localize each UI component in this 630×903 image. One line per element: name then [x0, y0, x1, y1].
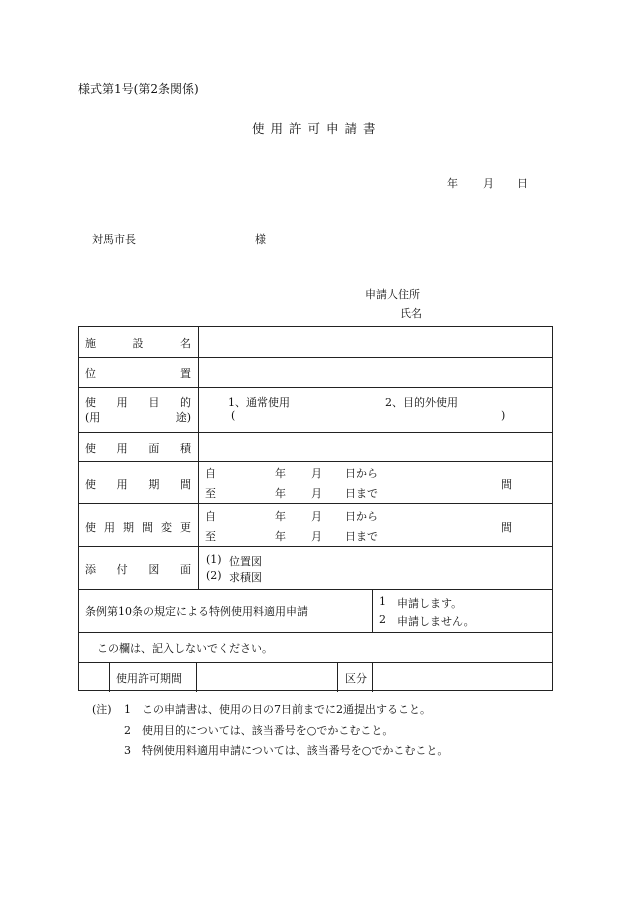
- date-year-label: 年: [447, 177, 458, 190]
- office-use-note: この欄は、記入しないでください。: [97, 642, 273, 655]
- label-char: 間: [142, 521, 153, 534]
- change-from-year: 年: [275, 510, 286, 523]
- label-char: 位: [85, 367, 96, 380]
- notes-lead: (注): [92, 703, 112, 716]
- special-fee-divider: [372, 589, 373, 632]
- office-row-divider: [337, 662, 338, 692]
- purpose-label: [85, 394, 191, 410]
- facility-name-field[interactable]: [201, 329, 549, 355]
- special-fee-not-apply[interactable]: 申請しません。: [397, 615, 475, 628]
- attachment-location-map: 位置図: [229, 555, 262, 568]
- row-divider: [79, 546, 552, 547]
- label-char: 付: [116, 563, 128, 576]
- period-change-label: [85, 519, 191, 535]
- label-char: 面: [179, 563, 191, 576]
- facility-name-label: [85, 335, 191, 351]
- label-char: 名: [180, 337, 191, 350]
- label-char: 図: [148, 563, 160, 576]
- change-to-year: 年: [275, 530, 286, 543]
- purpose-paren-open: (: [231, 409, 236, 422]
- purpose-option-regular[interactable]: 1、通常使用: [228, 396, 290, 409]
- notes-indent: [92, 741, 124, 762]
- attachment-num-2: (2): [206, 569, 222, 582]
- permit-period-label: 使用許可期間: [116, 672, 182, 685]
- label-char: 期: [148, 478, 160, 491]
- change-from-month: 月: [311, 510, 322, 523]
- row-divider: [79, 589, 552, 590]
- note-text: 使用目的については、該当番号を○でかこむこと。: [142, 723, 394, 737]
- period-to-day: 日まで: [345, 487, 378, 500]
- row-divider: [79, 632, 552, 633]
- label-char: 期: [123, 521, 134, 534]
- row-divider: [79, 357, 552, 358]
- note-text: 特例使用料適用申請については、該当番号を○でかこむこと。: [142, 744, 449, 757]
- label-char: 目: [148, 396, 160, 409]
- note-number: 3: [124, 744, 131, 757]
- special-fee-opt2-num: 2: [379, 613, 386, 626]
- notes-indent: [92, 721, 124, 742]
- honorific: 様: [255, 233, 266, 246]
- label-char: 用: [116, 442, 128, 455]
- row-divider: [79, 461, 552, 462]
- area-field[interactable]: [201, 434, 549, 459]
- row-divider: [79, 662, 552, 663]
- label-paren-open: (用: [85, 411, 101, 424]
- document-title: 使用許可申請書: [252, 121, 382, 136]
- area-label: [85, 440, 191, 456]
- application-form-table: [78, 326, 553, 691]
- change-to-month: 月: [311, 530, 322, 543]
- special-fee-label: 条例第10条の規定による特例使用料適用申請: [85, 605, 308, 618]
- category-label: 区分: [345, 672, 367, 685]
- label-column-divider: [198, 327, 199, 589]
- label-char: 面: [148, 442, 160, 455]
- note-text: この申請書は、使用の日の7日前までに2通提出すること。: [142, 703, 431, 716]
- row-divider: [79, 503, 552, 504]
- note-number: 1: [124, 703, 131, 716]
- period-from-label: 自: [205, 467, 216, 480]
- special-fee-opt1-num: 1: [379, 595, 386, 608]
- note-row: [92, 721, 448, 742]
- label-char: 用: [116, 478, 128, 491]
- label-char: 用: [116, 396, 128, 409]
- label-char: 積: [179, 442, 191, 455]
- date-month-label: 月: [483, 177, 494, 190]
- label-char: 使: [85, 478, 96, 491]
- note-row: [92, 741, 448, 762]
- label-char: 間: [179, 478, 191, 491]
- label-char: 置: [180, 367, 191, 380]
- period-suffix: 間: [501, 478, 512, 491]
- location-field[interactable]: [201, 359, 549, 385]
- change-to-day: 日まで: [345, 530, 378, 543]
- row-divider: [79, 387, 552, 388]
- office-row-divider: [196, 662, 197, 692]
- special-fee-apply[interactable]: 申請します。: [397, 597, 463, 610]
- note-number: 2: [124, 723, 131, 737]
- purpose-paren-close: ): [501, 409, 506, 422]
- purpose-sub-label: [85, 409, 191, 425]
- applicant-address-label: 申請人住所: [365, 288, 420, 301]
- period-label: [85, 476, 191, 492]
- label-paren-close: 途): [175, 411, 191, 424]
- change-from-day: 日から: [345, 510, 378, 523]
- date-day-label: 日: [517, 177, 528, 190]
- change-from-label: 自: [205, 510, 216, 523]
- purpose-option-other[interactable]: 2、目的外使用: [385, 396, 458, 409]
- row-divider: [79, 432, 552, 433]
- label-char: 使: [85, 396, 96, 409]
- label-char: 変: [161, 521, 172, 534]
- label-char: 施: [85, 337, 96, 350]
- attachments-label: [85, 561, 191, 577]
- attachment-num-1: (1): [206, 553, 222, 566]
- location-label: [85, 365, 191, 381]
- label-char: 使: [85, 521, 96, 534]
- period-from-month: 月: [311, 467, 322, 480]
- label-char: 的: [179, 396, 191, 409]
- label-char: 使: [85, 442, 96, 455]
- period-from-year: 年: [275, 467, 286, 480]
- period-from-day: 日から: [345, 467, 378, 480]
- label-char: 更: [180, 521, 191, 534]
- label-char: 添: [85, 563, 96, 576]
- applicant-name-label: 氏名: [400, 307, 422, 320]
- label-char: 用: [104, 521, 115, 534]
- period-to-month: 月: [311, 487, 322, 500]
- form-number-label: 様式第1号(第2条関係): [78, 82, 199, 96]
- office-row-divider: [372, 662, 373, 692]
- notes-section: [92, 700, 448, 762]
- addressee: 対馬市長: [92, 233, 136, 246]
- change-to-label: 至: [205, 530, 216, 543]
- period-to-label: 至: [205, 487, 216, 500]
- change-suffix: 間: [501, 521, 512, 534]
- label-char: 設: [132, 337, 144, 350]
- office-row-divider: [109, 662, 110, 692]
- period-to-year: 年: [275, 487, 286, 500]
- attachment-area-map: 求積図: [229, 571, 262, 584]
- note-row: [92, 700, 448, 721]
